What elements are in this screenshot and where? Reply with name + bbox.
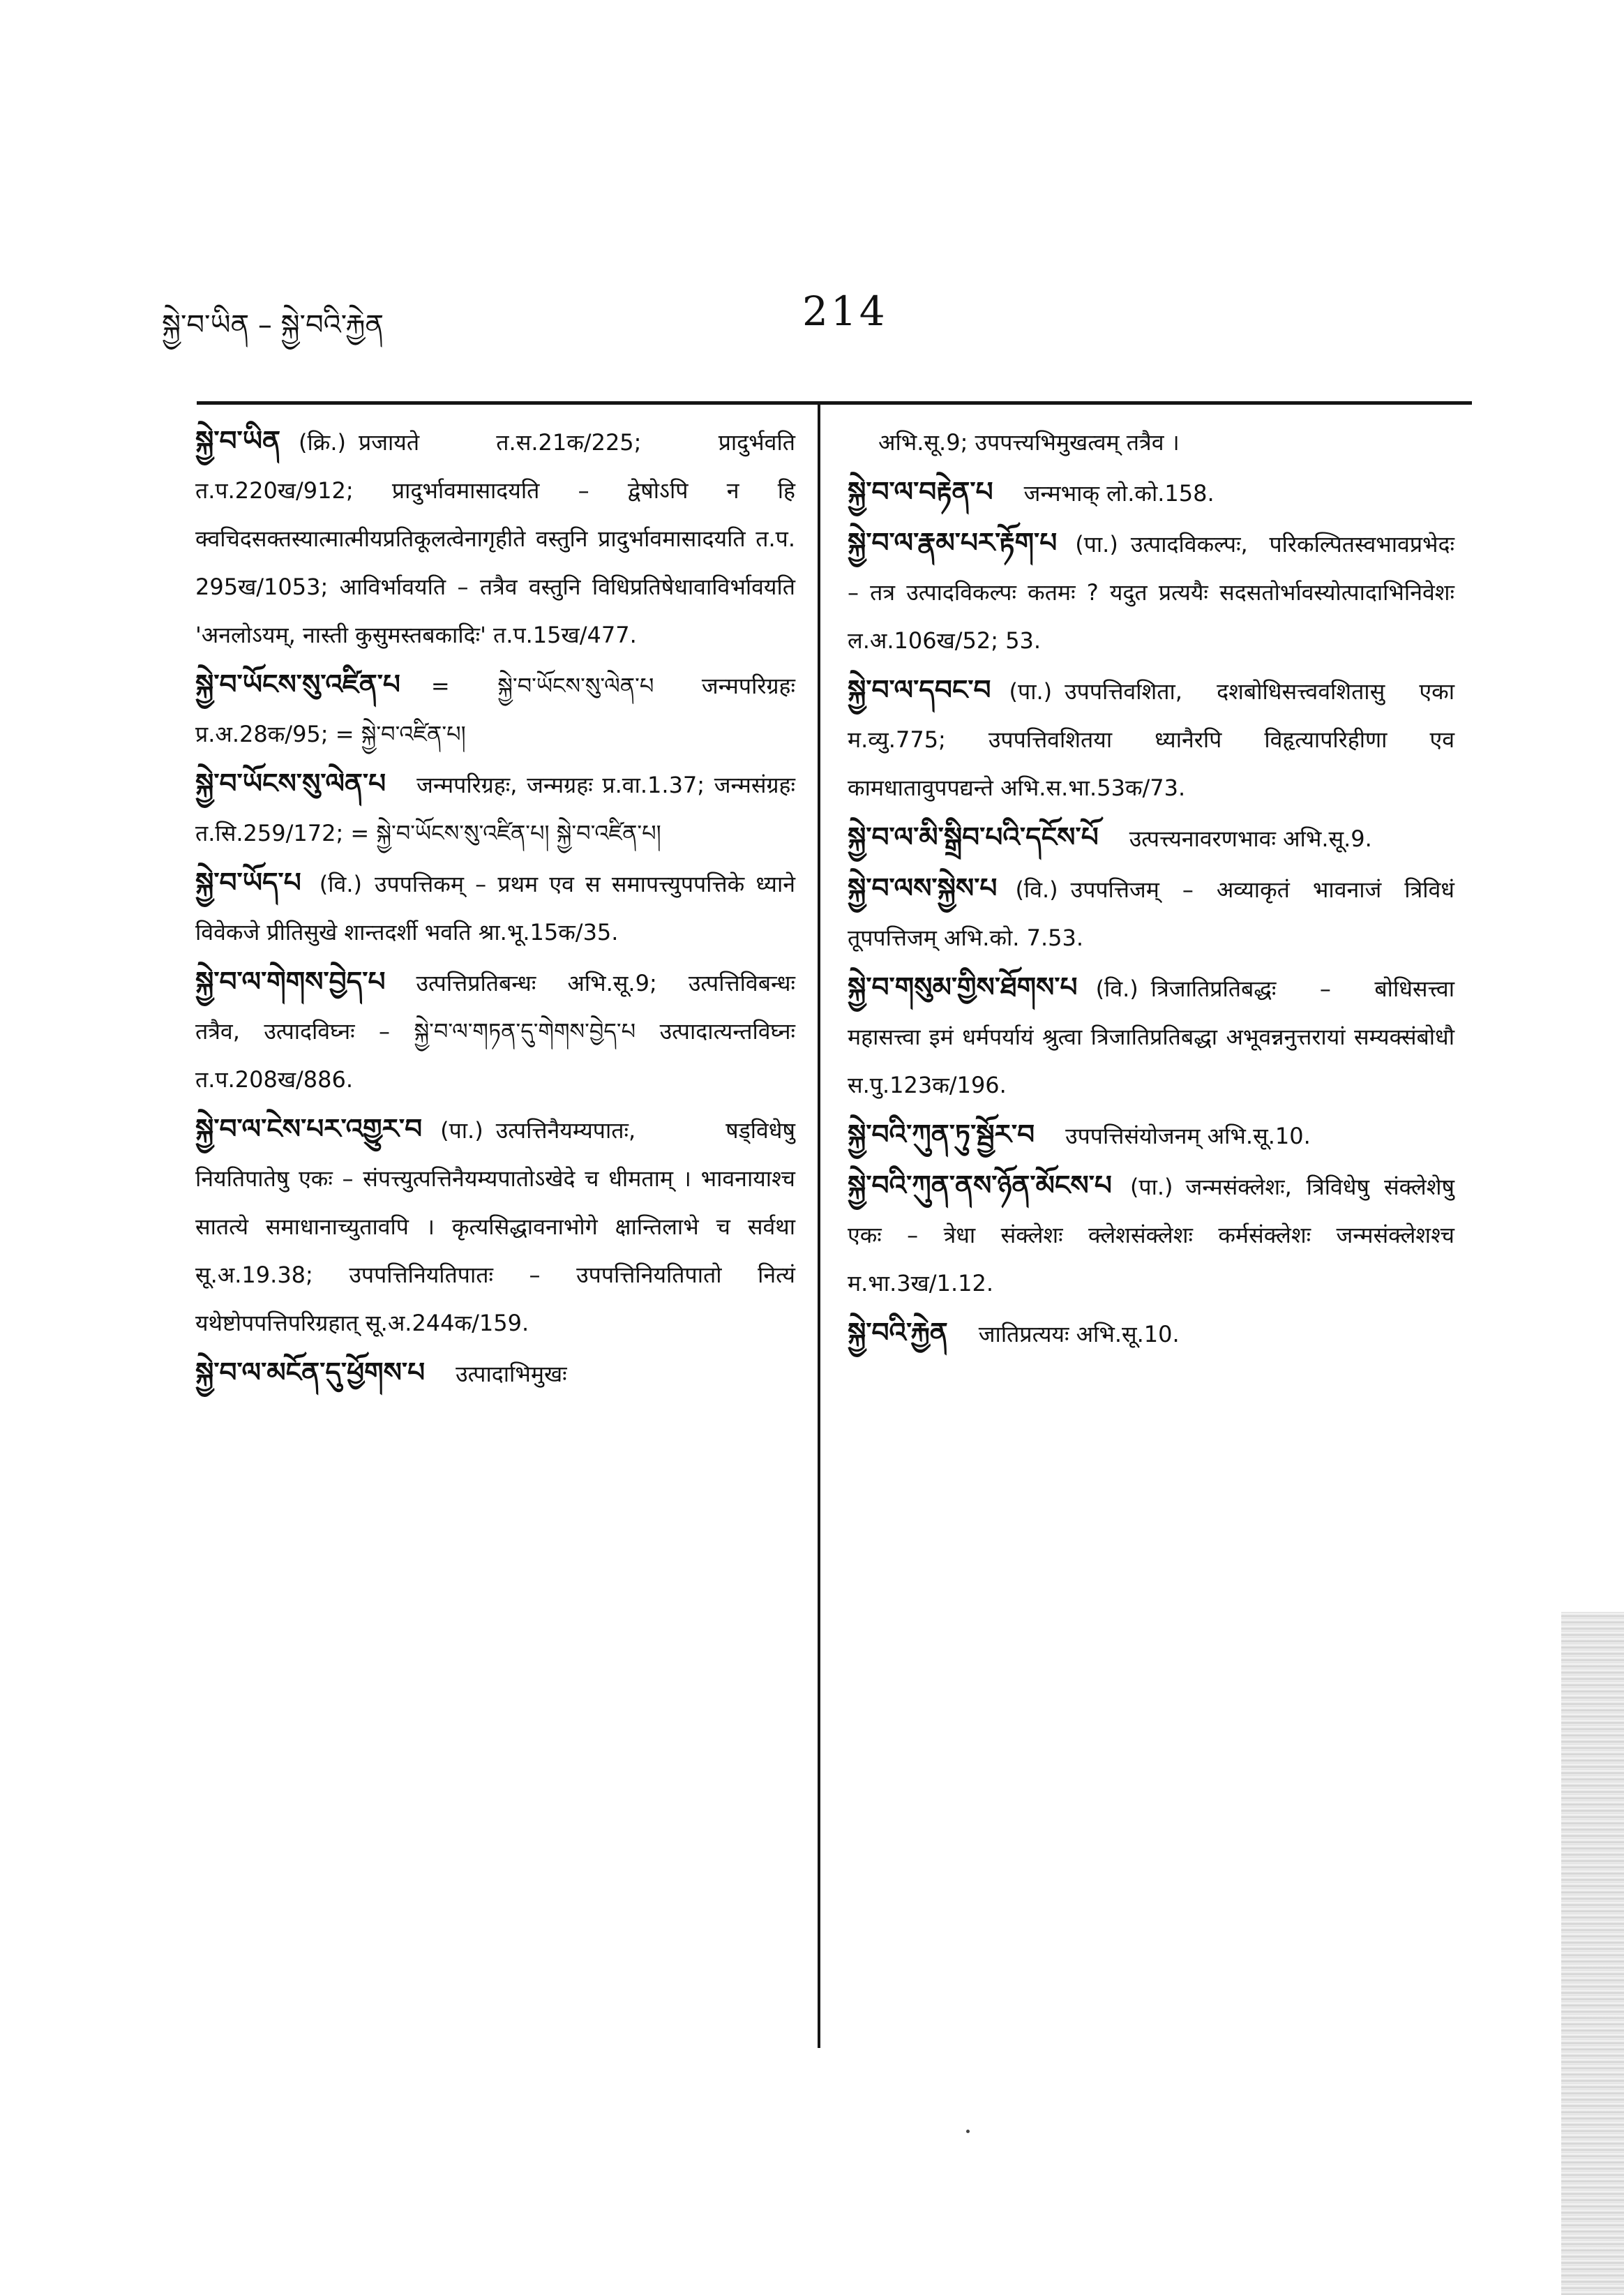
entry-body: जन्मसंक्लेशः, त्रिविधेषु संक्लेशेषु एकः – त्रेधा संक्लेशः क्लेशसंक्लेशः कर्मसंक्लेशः जन्मसंक्लेशश्च म.भा.3ख/1.12. — [848, 1174, 1454, 1296]
tibetan-headword: སྐྱེ་བ་གསུམ་གྱིས་ཐོགས་པ — [848, 972, 1078, 1003]
tibetan-headword: སྐྱེ་བ་ལ་མི་སྒྲིབ་པའི་དངོས་པོ — [848, 822, 1099, 853]
grammar-tag: (पा.) — [1009, 678, 1053, 705]
dictionary-entry — [848, 964, 1454, 1109]
entry-body: उत्पत्तिप्रतिबन्धः अभि.सू.9; उत्पत्तिविबन्धः तत्रैव, उत्पादविघ्नः – སྐྱེ་བ་ལ་གཏན་དུ་གེགས་བྱེད་པ उत्पादात्यन्तविघ्नः त.प.208ख/886. — [195, 970, 795, 1093]
dictionary-entry — [195, 417, 795, 659]
grammar-tag: (पा.) — [1075, 531, 1118, 558]
tibetan-headword: སྐྱེ་བ་ཡོད་པ — [195, 867, 301, 899]
tibetan-headword: སྐྱེ་བ་ལས་སྐྱེས་པ — [848, 873, 998, 904]
scan-edge-artifact — [1561, 1612, 1624, 2295]
dictionary-entry — [195, 1105, 795, 1347]
dictionary-entry — [195, 859, 795, 957]
entry-body: अभि.सू.9; उपपत्त्यभिमुखत्वम् तत्रैव । — [878, 429, 1180, 456]
grammar-tag: (वि.) — [1015, 876, 1058, 903]
tibetan-headword: སྐྱེ་བ་ལ་དབང་བ — [848, 675, 991, 706]
grammar-tag: (वि.) — [319, 871, 362, 897]
dictionary-entry — [848, 468, 1454, 518]
entry-body: उत्पत्त्यनावरणभावः अभि.सू.9. — [1129, 825, 1372, 852]
right-column — [848, 417, 1454, 1360]
grammar-tag: (वि.) — [1095, 975, 1138, 1002]
entry-body: जातिप्रत्ययः अभि.सू.10. — [978, 1321, 1180, 1347]
tibetan-headword: སྐྱེ་བ་ཡིན — [195, 426, 280, 457]
entry-body: उत्पादाभिमुखः — [456, 1361, 567, 1387]
header-rule — [197, 401, 1472, 405]
entry-body: उत्पादविकल्पः, परिकल्पितस्वभावप्रभेदः – तत्र उत्पादविकल्पः कतमः ? यदुत प्रत्ययैः सदसतोर्भावस्योत्पादाभिनिवेशः ल.अ.106ख/52; 53. — [848, 531, 1454, 654]
dictionary-entry — [848, 1162, 1454, 1308]
dictionary-entry — [848, 519, 1454, 665]
grammar-tag: (पा.) — [440, 1117, 483, 1144]
entry-body: जन्मभाक् लो.को.158. — [1023, 480, 1215, 507]
tibetan-headword: སྐྱེ་བའི་ཀུན་ཏུ་སྦྱོར་བ — [848, 1119, 1035, 1151]
tibetan-headword: སྐྱེ་བའི་ཀུན་ནས་ཉོན་མོངས་པ — [848, 1170, 1112, 1202]
running-head: སྐྱེ་བ་ཡིན – སྐྱེ་བའི་རྐྱེན — [162, 309, 384, 341]
tibetan-headword: སྐྱེ་བ་ལ་གེགས་བྱེད་པ — [195, 966, 386, 998]
dictionary-entry — [195, 1349, 795, 1398]
entry-body: त्रिजातिप्रतिबद्धः – बोधिसत्त्वा महासत्त्वा इमं धर्मपर्यायं श्रुत्वा त्रिजातिप्रतिबद्धा अभूवन्ननुत्तरायां सम्यक्संबोधौ स.पु.123क/196. — [848, 975, 1454, 1098]
entry-body: उत्पत्तिनैयम्यपातः, षड्विधेषु नियतिपातेषु एकः – संपत्त्युत्पत्तिनैयम्यपातोऽखेदे च धीमताम् । भावनायाश्च सातत्ये समाधानाच्युतावपि । कृत्यसिद्धावनाभोगे क्षान्तिलाभे च सर्वथा सू.अ.19.38; उपपत्तिनियतिपातः – उपपत्तिनियतिपातो नित्यं यथेष्टोपपत्तिपरिग्रहात् सू.अ.244क/159. — [195, 1117, 795, 1336]
dictionary-entry — [195, 661, 795, 758]
dictionary-entry — [848, 814, 1454, 863]
dictionary-entry — [848, 666, 1454, 812]
grammar-tag: (पा.) — [1129, 1174, 1173, 1200]
dictionary-entry — [848, 865, 1454, 962]
tibetan-headword: སྐྱེ་བའི་རྐྱེན — [848, 1317, 948, 1349]
page-number: 214 — [802, 287, 888, 335]
dictionary-entry — [195, 760, 795, 858]
entry-body: उपपत्तिसंयोजनम् अभि.सू.10. — [1065, 1123, 1311, 1149]
dictionary-entry — [848, 417, 1454, 467]
tibetan-headword: སྐྱེ་བ་ལ་བརྟེན་པ — [848, 477, 993, 508]
entry-body: उपपत्तिजम् – अव्याकृतं भावनाजं त्रिविधं तूपपत्तिजम् अभि.को. 7.53. — [848, 876, 1454, 951]
entry-body: प्रजायते त.स.21क/225; प्रादुर्भवति त.प.220ख/912; प्रादुर्भावमासादयति – द्वेषोऽपि न हि क्वचिदसक्तस्यात्मात्मीयप्रतिकूलत्वेनागृहीते वस्तुनि प्रादुर्भावमासादयति त.प. 295ख/1053; आविर्भावयति – तत्रैव वस्तुनि विधिप्रतिषेधावाविर्भावयति 'अनलोऽयम्, नास्ती कुसुमस्तबकादिः' त.प.15ख/477. — [195, 429, 795, 648]
dictionary-entry — [848, 1309, 1454, 1359]
column-divider — [818, 405, 820, 2048]
entry-body: जन्मपरिग्रहः, जन्मग्रहः प्र.वा.1.37; जन्मसंग्रहः त.सि.259/172; = སྐྱེ་བ་ཡོངས་སུ་འཛིན་པ། སྐྱེ་བ་འཛིན་པ། — [195, 772, 795, 846]
entry-body: उपपत्तिकम् – प्रथम एव स समापत्त्युपपत्तिके ध्याने विवेकजे प्रीतिसुखे शान्तदर्शी भवति श्रा.भू.15क/35. — [195, 871, 795, 945]
tibetan-headword: སྐྱེ་བ་ཡོངས་སུ་འཛིན་པ — [195, 669, 400, 701]
tibetan-headword: སྐྱེ་བ་ལ་མངོན་དུ་ཕྱོགས་པ — [195, 1357, 426, 1389]
entry-body: उपपत्तिवशिता, दशबोधिसत्त्ववशितासु एका म.व्यु.775; उपपत्तिवशितया ध्यानैरपि विहृत्यापरिहीणा एव कामधातावुपपद्यन्ते अभि.स.भा.53क/73. — [848, 678, 1454, 801]
tibetan-headword: སྐྱེ་བ་ཡོངས་སུ་ལེན་པ — [195, 768, 386, 800]
left-column — [195, 417, 795, 1400]
tibetan-headword: སྐྱེ་བ་ལ་རྣམ་པར་རྟོག་པ — [848, 528, 1058, 559]
grammar-tag: (क्रि.) — [299, 429, 347, 456]
tibetan-headword: སྐྱེ་བ་ལ་ངེས་པར་འགྱུར་བ — [195, 1114, 423, 1145]
dictionary-entry — [195, 958, 795, 1104]
dictionary-entry — [848, 1111, 1454, 1160]
scan-speck — [966, 2130, 970, 2133]
entry-body: = སྐྱེ་བ་ཡོངས་སུ་ལེན་པ जन्मपरिग्रहः प्र.अ.28क/95; = སྐྱེ་བ་འཛིན་པ། — [195, 673, 795, 747]
